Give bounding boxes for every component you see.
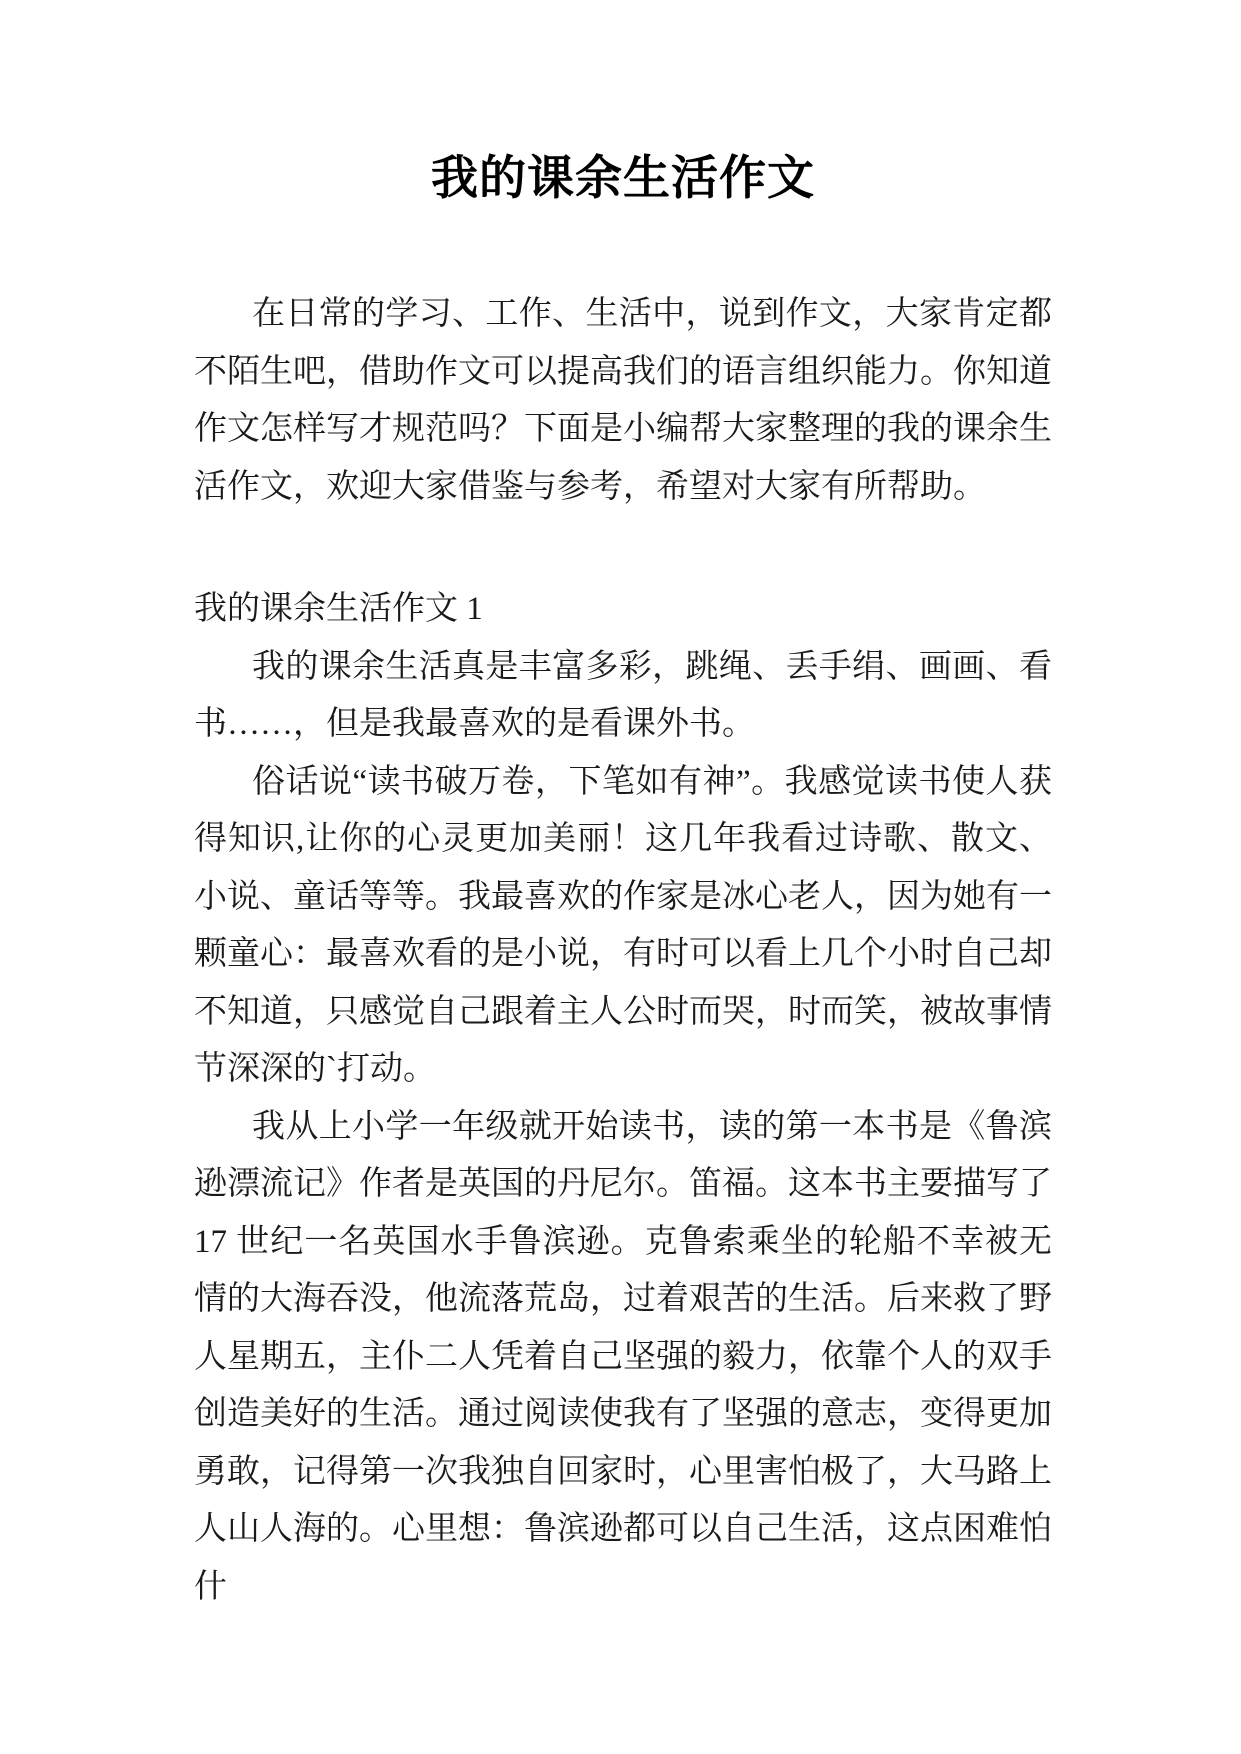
document-body: [194, 286, 1052, 1616]
body-paragraph-3: 我从上小学一年级就开始读书，读的第一本书是《鲁滨逊漂流记》作者是英国的丹尼尔。笛福。这本书主要描写了 17 世纪一名英国水手鲁滨逊。克鲁索乘坐的轮船不幸被无情的大海吞没，他流落荒岛，过着艰苦的生活。后来救了野人星期五，主仆二人凭着自己坚强的毅力，依靠个人的双手创造美好的生活。通过阅读使我有了坚强的意志，变得更加勇敢，记得第一次我独自回家时，心里害怕极了，大马路上人山人海的。心里想：鲁滨逊都可以自己生活，这点困难怕什: [194, 1108, 1052, 1605]
body-paragraph-2: 俗话说“读书破万卷，下笔如有神”。我感觉读书使人获得知识,让你的心灵更加美丽！这几年我看过诗歌、散文、小说、童话等等。我最喜欢的作家是冰心老人，因为她有一颗童心：最喜欢看的是小说，有时可以看上几个小时自己却不知道，只感觉自己跟着主人公时而哭，时而笑，被故事情节深深的`打动。: [194, 763, 1052, 1087]
body-paragraph-1: 我的课余生活真是丰富多彩，跳绳、丢手绢、画画、看书……，但是我最喜欢的是看课外书。: [194, 648, 1052, 742]
page-title: 我的课余生活作文: [431, 153, 815, 205]
intro-paragraph: 在日常的学习、工作、生活中，说到作文，大家肯定都不陌生吧，借助作文可以提高我们的语言组织能力。你知道作文怎样写才规范吗？下面是小编帮大家整理的我的课余生活作文，欢迎大家借鉴与参考，希望对大家有所帮助。: [194, 296, 1052, 505]
section-heading: 我的课余生活作文 1: [194, 591, 483, 627]
